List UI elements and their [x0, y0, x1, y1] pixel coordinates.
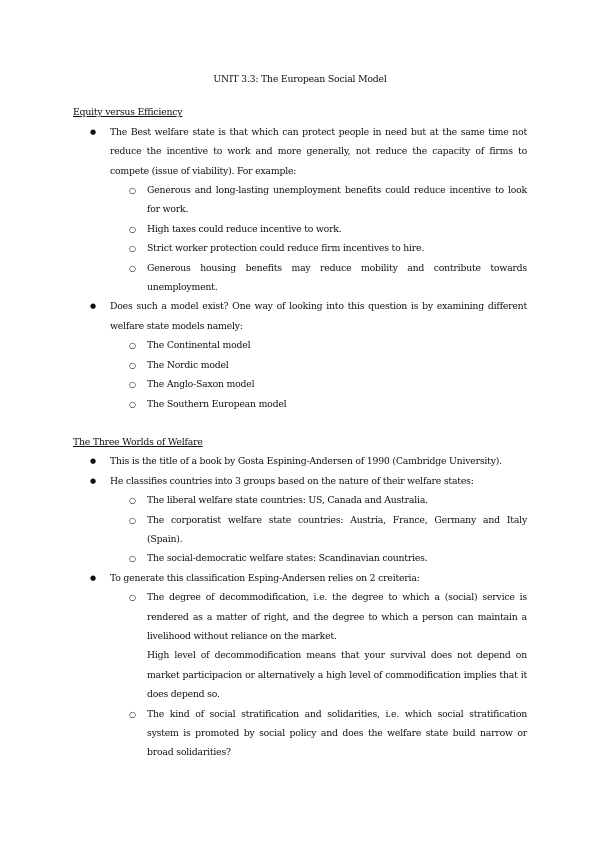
item-text: The Anglo-Saxon model — [147, 379, 255, 391]
sub-list-item — [73, 259, 527, 298]
section2-list — [73, 452, 527, 763]
item-text: The corporatist welfare state countries: Austria, France, Germany and Italy (Spain). — [147, 514, 527, 545]
sub-list-item — [73, 705, 527, 763]
list-item — [73, 569, 527, 588]
sub-list-item — [73, 588, 527, 704]
hollow-bullet-icon: ○ — [129, 224, 136, 234]
item-text-continuation: High level of decommodification means that your survival does not depend on market participacion or alternatively a high level of commodification implies that it does depend so. — [147, 650, 527, 701]
list-item — [73, 297, 527, 336]
hollow-bullet-icon: ○ — [129, 709, 136, 719]
item-text: The Southern European model — [147, 398, 287, 410]
item-text: Strict worker protection could reduce firm incentives to hire. — [147, 243, 425, 255]
bullet-icon: ● — [90, 302, 96, 311]
section-heading-equity: Equity versus Efficiency — [73, 107, 183, 119]
item-text: This is the title of a book by Gosta Espining-Andersen of 1990 (Cambridge University). — [110, 456, 502, 468]
item-text: The kind of social stratification and solidarities, i.e. which social stratification system is promoted by social policy and does the welfare state build narrow or broad solidarities? — [147, 708, 527, 759]
sub-list-item — [73, 511, 527, 550]
hollow-bullet-icon: ○ — [129, 496, 136, 506]
document-title: UNIT 3.3: The European Social Model — [213, 74, 387, 85]
item-text: The liberal welfare state countries: US, Canada and Australia. — [147, 495, 428, 507]
sub-list-item — [73, 181, 527, 220]
section-heading-three-worlds: The Three Worlds of Welfare — [73, 436, 203, 448]
item-text: Does such a model exist? One way of looking into this question is by examining different welfare state models namely: — [110, 301, 527, 332]
hollow-bullet-icon: ○ — [129, 263, 136, 273]
item-text: The Best welfare state is that which can protect people in need but at the same time not reduce the incentive to work and more generally, not reduce the capacity of firms to compete (issue of viability). For example: — [110, 126, 527, 177]
hollow-bullet-icon: ○ — [129, 341, 136, 351]
bullet-icon: ● — [90, 476, 96, 485]
item-text: Generous and long-lasting unemployment benefits could reduce incentive to look for work. — [147, 185, 527, 216]
hollow-bullet-icon: ○ — [129, 515, 136, 525]
hollow-bullet-icon: ○ — [129, 593, 136, 603]
sub-list-item — [73, 395, 527, 414]
sub-list-item — [73, 239, 527, 258]
bullet-icon: ● — [90, 573, 96, 582]
bullet-icon: ● — [90, 457, 96, 466]
hollow-bullet-icon: ○ — [129, 244, 136, 254]
sub-list-item — [73, 336, 527, 355]
hollow-bullet-icon: ○ — [129, 399, 136, 409]
hollow-bullet-icon: ○ — [129, 554, 136, 564]
sub-list-item — [73, 549, 527, 568]
item-text: Generous housing benefits may reduce mobility and contribute towards unemployment. — [147, 262, 527, 294]
hollow-bullet-icon: ○ — [129, 360, 136, 370]
bullet-icon: ● — [90, 127, 96, 136]
item-text: The degree of decommodification, i.e. the degree to which a (social) service is rendered as a matter of right, and the degree to which a person can maintain a livelihood without reliance on the market. — [147, 592, 527, 642]
list-item — [73, 123, 527, 181]
item-text: To generate this classification Esping-Andersen relies on 2 creiteria: — [110, 572, 420, 584]
item-text: He classifies countries into 3 groups based on the nature of their welfare states: — [110, 475, 474, 487]
item-text: The social-democratic welfare states: Scandinavian countries. — [147, 553, 428, 565]
sub-list-item — [73, 356, 527, 375]
item-text: High taxes could reduce incentive to work. — [147, 223, 342, 235]
section1-list — [73, 123, 527, 414]
item-text: The Continental model — [147, 340, 251, 352]
list-item — [73, 452, 527, 471]
list-item — [73, 472, 527, 491]
sub-list-item — [73, 491, 527, 510]
item-text: The Nordic model — [147, 359, 229, 371]
hollow-bullet-icon: ○ — [129, 380, 136, 390]
hollow-bullet-icon: ○ — [129, 186, 136, 196]
sub-list-item — [73, 375, 527, 394]
sub-list-item — [73, 220, 527, 239]
spacer — [73, 414, 527, 433]
